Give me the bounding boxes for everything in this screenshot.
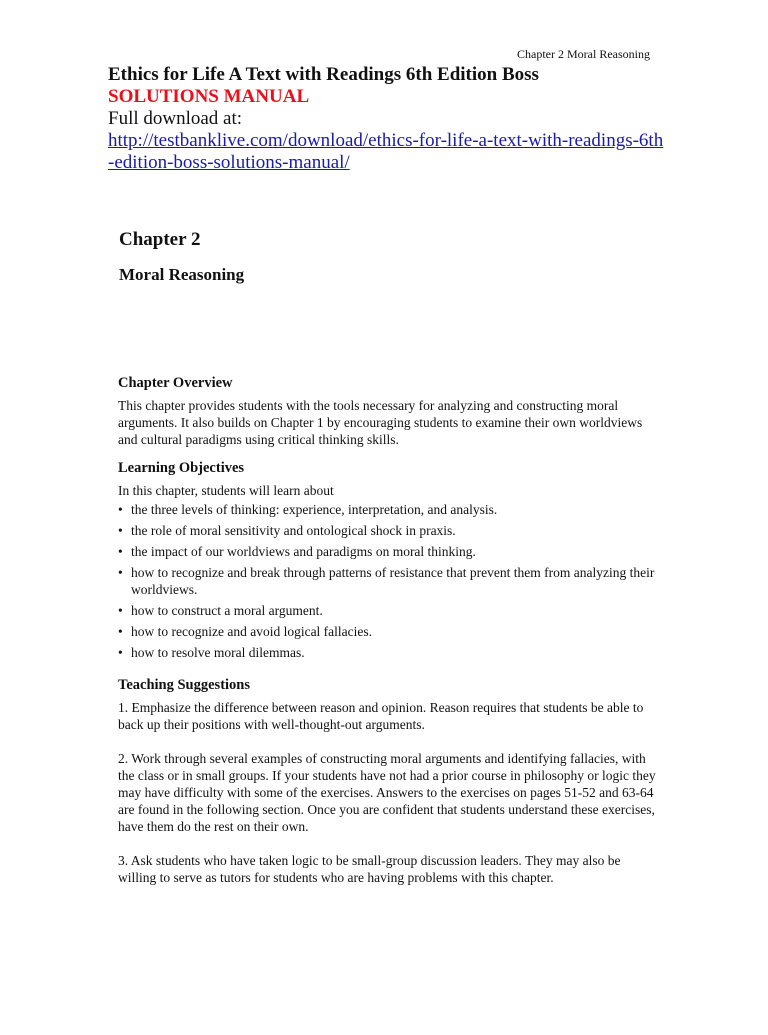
teaching-heading: Teaching Suggestions [118, 677, 251, 693]
objectives-heading: Learning Objectives [118, 460, 245, 476]
document-title: Ethics for Life A Text with Readings 6th Edition Boss [108, 64, 539, 85]
list-item [118, 623, 658, 640]
chapter-content [118, 375, 658, 886]
bullet-icon: • [118, 624, 123, 639]
running-head: Chapter 2 Moral Reasoning [517, 47, 650, 61]
chapter-number: Chapter 2 [119, 229, 201, 250]
chapter-title: Moral Reasoning [119, 265, 245, 284]
bullet-icon: • [118, 565, 123, 580]
list-item [118, 564, 658, 598]
objective-text: the role of moral sensitivity and ontological shock in praxis. [131, 523, 456, 538]
overview-text: This chapter provides students with the tools necessary for analyzing and constructing moral arguments. It also builds on Chapter 1 by encouraging students to examine their own worldviews and cultural paradigms using critical thinking skills. [118, 398, 643, 447]
objective-text: how to recognize and avoid logical fallacies. [131, 624, 373, 639]
overview-heading: Chapter Overview [118, 375, 233, 391]
objective-text: how to resolve moral dilemmas. [131, 645, 305, 660]
objective-text: the three levels of thinking: experience, interpretation, and analysis. [131, 502, 498, 517]
teaching-paragraph: 2. Work through several examples of constructing moral arguments and identifying fallacies, with the class or in small groups. If your students have not had a prior course in philosophy or logic they may have difficulty with some of the exercises. Answers to the exercises on pages 51-52 and 63-64 are found in the following section. Once you are confident that students understand these exercises, have them do the rest on their own. [118, 751, 656, 834]
objective-text: how to construct a moral argument. [131, 603, 323, 618]
objective-text: the impact of our worldviews and paradigms on moral thinking. [131, 544, 476, 559]
teaching-paragraph: 3. Ask students who have taken logic to be small-group discussion leaders. They may also be willing to serve as tutors for students who are having problems with this chapter. [118, 853, 621, 885]
list-item [118, 644, 658, 661]
list-item [118, 522, 658, 539]
objective-text: how to recognize and break through patterns of resistance that prevent them from analyzing their worldviews. [131, 565, 655, 597]
list-item [118, 543, 658, 560]
download-header [108, 64, 668, 174]
solutions-manual-label: SOLUTIONS MANUAL [108, 86, 310, 107]
list-item [118, 501, 658, 518]
bullet-icon: • [118, 645, 123, 660]
bullet-icon: • [118, 544, 123, 559]
objectives-intro: In this chapter, students will learn about [118, 483, 334, 498]
objectives-list [118, 501, 658, 661]
download-link[interactable]: http://testbanklive.com/download/ethics-for-life-a-text-with-readings-6th-edition-boss-solutions-manual/ [108, 130, 664, 173]
bullet-icon: • [118, 603, 123, 618]
list-item [118, 602, 658, 619]
download-label: Full download at: [108, 108, 243, 129]
bullet-icon: • [118, 523, 123, 538]
bullet-icon: • [118, 502, 123, 517]
teaching-paragraph: 1. Emphasize the difference between reason and opinion. Reason requires that students be able to back up their positions with well-thought-out arguments. [118, 700, 644, 732]
